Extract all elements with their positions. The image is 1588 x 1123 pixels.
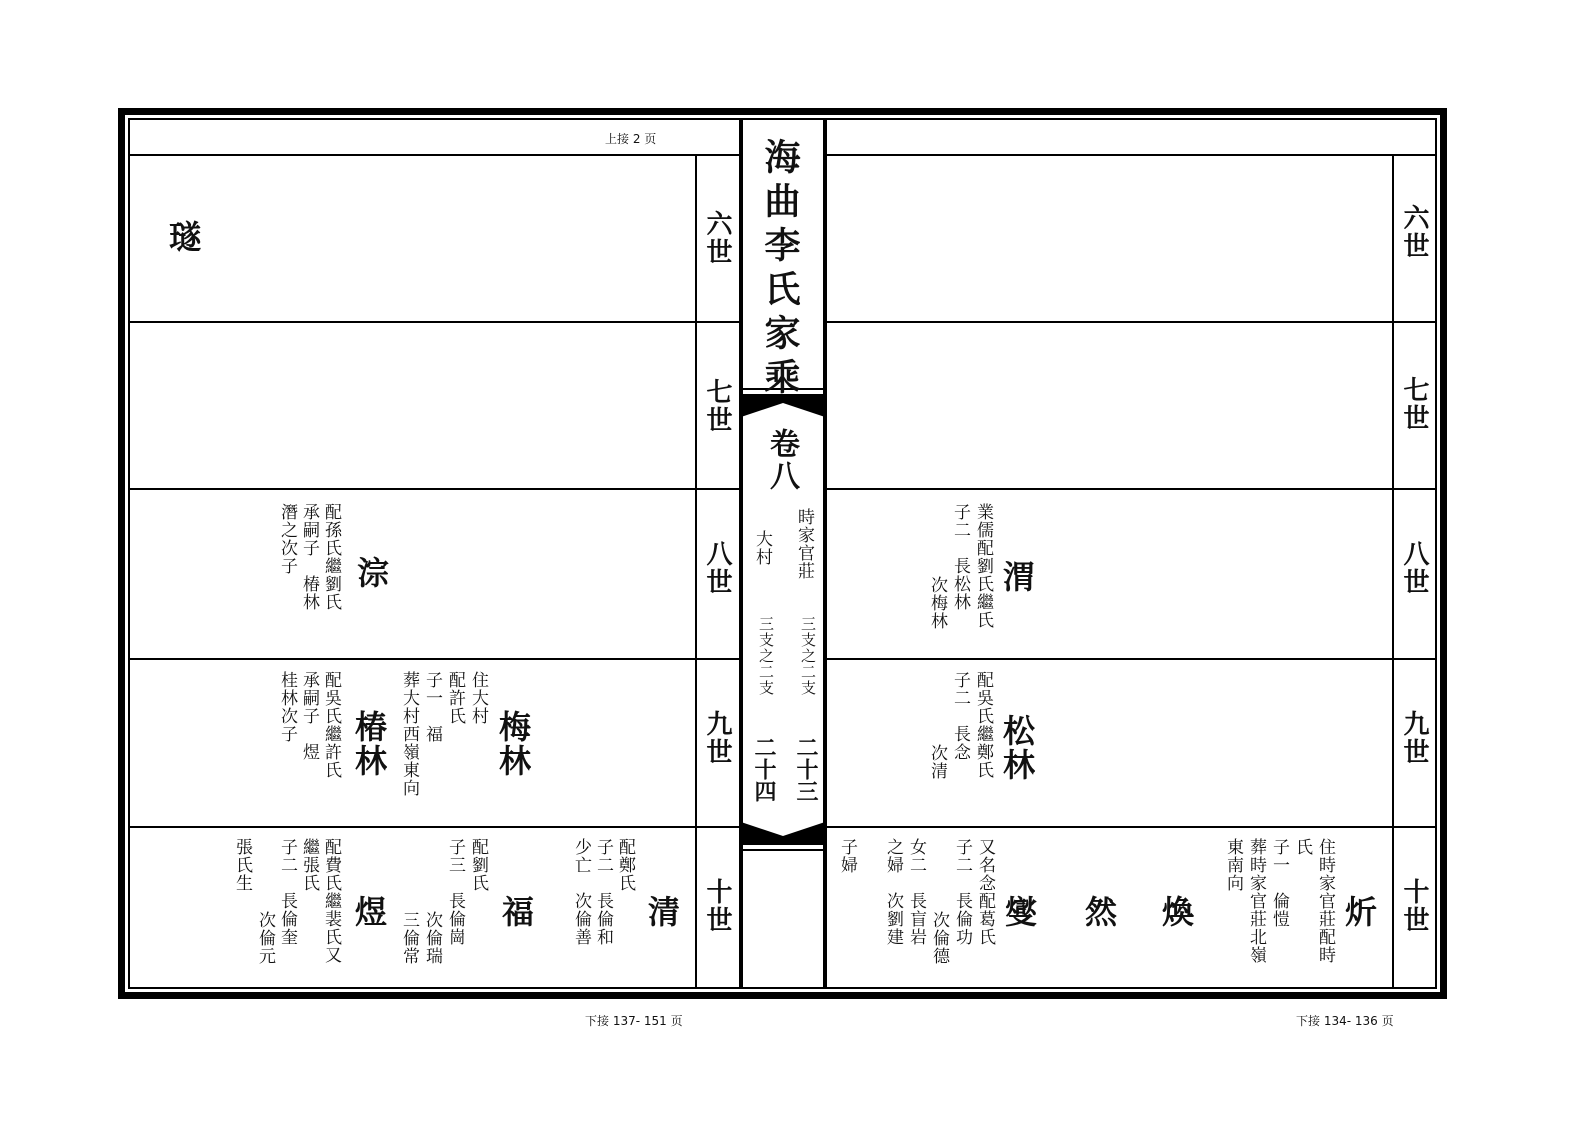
generation-label-8: 八世 — [702, 540, 732, 596]
book-title: 海曲李氏家乘 — [759, 138, 801, 402]
person-name-yu: 煜 — [350, 895, 388, 929]
generation-label-7: 七世 — [702, 378, 732, 434]
person-note: 住時家官莊配時 — [1315, 838, 1335, 964]
person-name-xie: 燮 — [1000, 895, 1038, 929]
spine-left-border — [739, 118, 743, 989]
person-note: 又名念配葛氏 — [975, 838, 995, 946]
spine-right-place: 時家官莊 — [794, 508, 814, 580]
page-number-right: 二十三 — [793, 736, 819, 802]
generation-label-10: 十世 — [1399, 878, 1429, 934]
person-note: 張氏生 — [232, 838, 252, 892]
person-note: 子二 長念 — [950, 671, 970, 761]
left-row-divider — [128, 488, 741, 490]
spine-left-branch: 三支之二支 — [757, 616, 775, 696]
person-note: 次倫德 — [929, 911, 949, 965]
person-note: 子二 長松林 — [950, 503, 970, 611]
right-generation-column-border — [1392, 154, 1394, 989]
person-note: 配孫氏繼劉氏 — [321, 503, 341, 611]
person-note: 子二 長倫和 — [593, 838, 613, 946]
person-note: 承嗣子 煜 — [299, 671, 319, 761]
person-note: 子婦 — [837, 838, 857, 874]
person-note: 次清 — [927, 744, 947, 780]
person-note: 子一 倫愷 — [1269, 838, 1289, 928]
person-name-wei: 渭 — [998, 560, 1036, 594]
person-note: 住大村 — [468, 671, 488, 725]
generation-label-8: 八世 — [1399, 540, 1429, 596]
person-name-songlin: 松林 — [998, 714, 1036, 782]
person-note: 配吳氏繼鄭氏 — [973, 671, 993, 779]
left-header-divider — [128, 154, 741, 156]
person-name-fu: 福 — [497, 895, 535, 929]
page-number-left: 二十四 — [751, 736, 777, 802]
person-note: 之婦 次劉建 — [883, 838, 903, 946]
generation-label-10: 十世 — [702, 878, 732, 934]
person-note: 桂林次子 — [277, 671, 297, 743]
person-name-qing: 清 — [643, 895, 681, 929]
person-note: 子二 長倫奎 — [277, 838, 297, 946]
person-note: 少亡 次倫善 — [571, 838, 591, 946]
generation-label-7: 七世 — [1399, 376, 1429, 432]
generation-label-9: 九世 — [1399, 710, 1429, 766]
person-note: 子三 長倫崗 — [445, 838, 465, 946]
person-note: 次倫元 — [255, 911, 275, 965]
person-note: 配劉氏 — [468, 838, 488, 892]
generation-label-6: 六世 — [1399, 204, 1429, 260]
person-name-xin: 炘 — [1340, 895, 1378, 929]
spine-left-place: 大村 — [752, 530, 772, 566]
person-note: 子一 福 — [422, 671, 442, 743]
left-row-divider — [128, 826, 741, 828]
person-note: 配許氏 — [445, 671, 465, 725]
right-row-divider — [826, 488, 1437, 490]
right-header-divider — [826, 154, 1437, 156]
spine-right-branch: 三支之二支 — [799, 616, 817, 696]
person-note: 三倫常 — [399, 911, 419, 965]
person-name-huan: 煥 — [1157, 895, 1195, 929]
person-note: 女二 長盲岩 — [906, 838, 926, 946]
right-row-divider — [826, 658, 1437, 660]
right-row-divider — [826, 826, 1437, 828]
person-note: 配鄭氏 — [615, 838, 635, 892]
spine-band-line — [741, 849, 825, 851]
person-note: 配費氏繼裴氏又 — [321, 838, 341, 964]
left-generation-column-border — [695, 154, 697, 989]
spine-right-border — [823, 118, 827, 989]
bottom-right-continuation-note: 下接 134- 136 页 — [1296, 1014, 1394, 1028]
person-name-meilin: 梅林 — [494, 710, 532, 778]
bottom-left-continuation-note: 下接 137- 151 页 — [585, 1014, 683, 1028]
top-continuation-note: 上接 2 页 — [605, 132, 657, 146]
spine-band-line — [741, 840, 825, 845]
person-name-ran: 然 — [1080, 895, 1118, 929]
person-name-cong: 淙 — [352, 556, 390, 590]
spine-fishtail-bottom — [741, 822, 825, 840]
person-note: 子二 長倫功 — [952, 838, 972, 946]
generation-label-6: 六世 — [702, 210, 732, 266]
person-note: 氏 — [1292, 838, 1312, 856]
volume-label: 卷八 — [764, 428, 799, 492]
person-note: 東南向 — [1223, 838, 1243, 892]
left-row-divider — [128, 658, 741, 660]
person-name-chunlin: 椿林 — [350, 710, 388, 778]
person-note: 承嗣子 椿林 — [299, 503, 319, 611]
person-note: 葬大村西嶺東向 — [399, 671, 419, 797]
person-note: 次倫瑞 — [422, 911, 442, 965]
person-note: 業儒配劉氏繼氏 — [973, 503, 993, 629]
person-note: 配吳氏繼許氏 — [321, 671, 341, 779]
person-note: 繼張氏 — [299, 838, 319, 892]
person-note: 潛之次子 — [277, 503, 297, 575]
person-note: 葬時家官莊北嶺 — [1246, 838, 1266, 964]
left-row-divider — [128, 321, 741, 323]
right-row-divider — [826, 321, 1437, 323]
person-name-sui: 璲 — [164, 220, 202, 254]
person-note: 次梅林 — [927, 576, 947, 630]
generation-label-9: 九世 — [702, 710, 732, 766]
